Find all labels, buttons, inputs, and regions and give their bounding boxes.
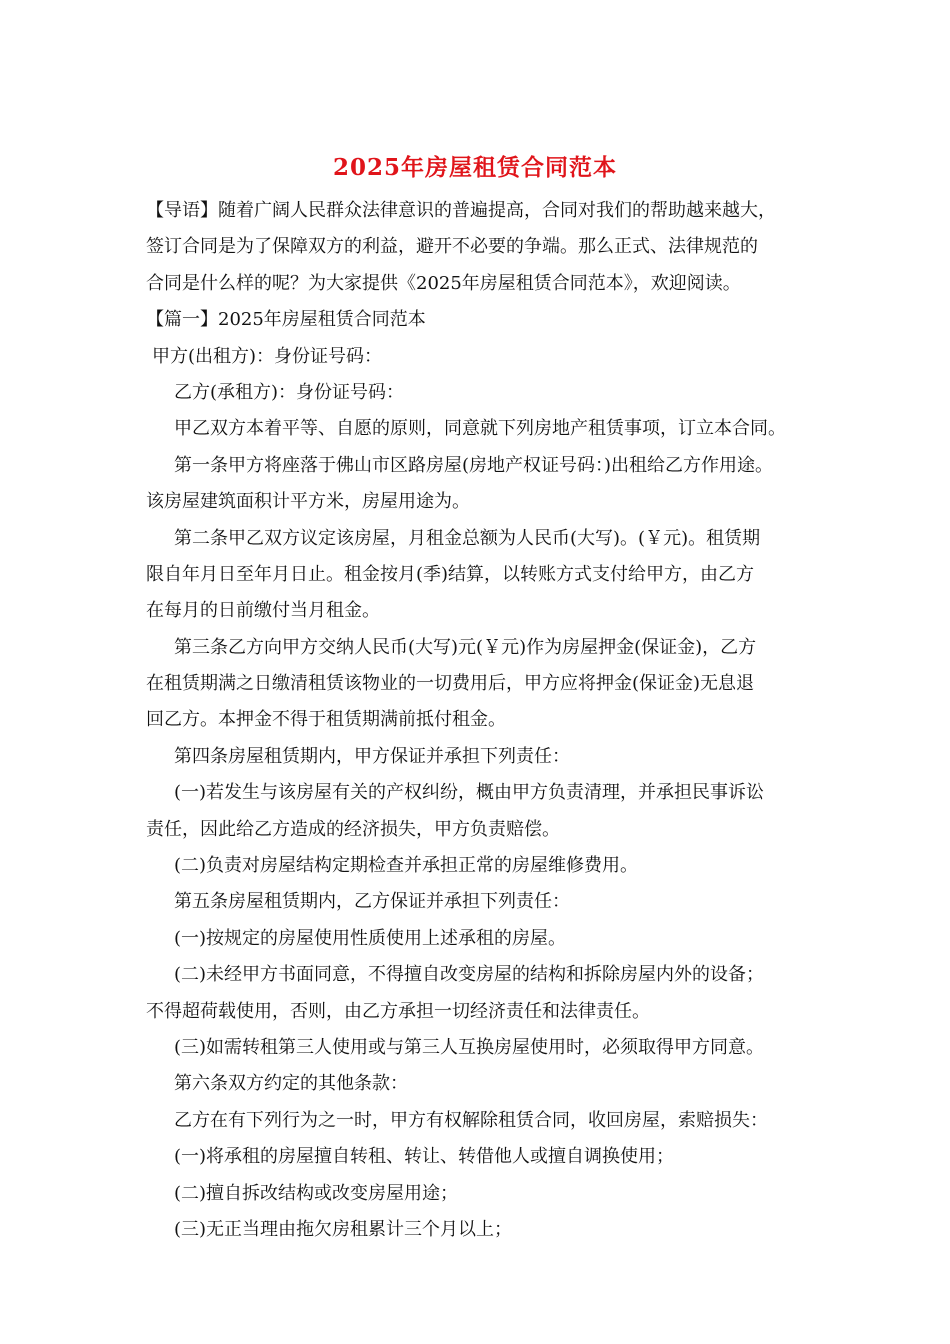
paragraph-line: 第二条甲乙双方议定该房屋，月租金总额为人民币(大写)。(￥元)。租赁期 — [174, 527, 761, 549]
paragraph-line: 乙方在有下列行为之一时，甲方有权解除租赁合同，收回房屋，索赔损失： — [174, 1109, 768, 1131]
paragraph-line: (一)按规定的房屋使用性质使用上述承租的房屋。 — [174, 927, 567, 949]
paragraph-line: (一)若发生与该房屋有关的产权纠纷，概由甲方负责清理，并承担民事诉讼 — [174, 782, 765, 804]
section-heading: 【篇一】2025年房屋租赁合同范本 — [146, 309, 426, 331]
paragraph-line: 在每月的日前缴付当月租金。 — [146, 600, 380, 622]
paragraph-line: 合同是什么样的呢？为大家提供《2025年房屋租赁合同范本》，欢迎阅读。 — [146, 272, 741, 294]
paragraph-line: 第五条房屋租赁期内，乙方保证并承担下列责任： — [174, 891, 570, 913]
paragraph-line: 签订合同是为了保障双方的利益，避开不必要的争端。那么正式、法律规范的 — [146, 236, 758, 258]
paragraph-line: 第一条甲方将座落于佛山市区路房屋(房地产权证号码：)出租给乙方作用途。 — [174, 454, 774, 476]
paragraph-line: 第三条乙方向甲方交纳人民币(大写)元(￥元)作为房屋押金(保证金)，乙方 — [174, 636, 757, 658]
paragraph-line: 在租赁期满之日缴清租赁该物业的一切费用后，甲方应将押金(保证金)无息退 — [146, 673, 755, 695]
paragraph-line: 责任，因此给乙方造成的经济损失，甲方负责赔偿。 — [146, 818, 560, 840]
paragraph-line: 【导语】随着广阔人民群众法律意识的普遍提高，合同对我们的帮助越来越大， — [146, 200, 776, 221]
paragraph-line: 甲方(出租方)：身份证号码： — [152, 345, 383, 367]
paragraph-line: 该房屋建筑面积计平方米，房屋用途为。 — [146, 491, 470, 513]
paragraph-line: 第四条房屋租赁期内，甲方保证并承担下列责任： — [174, 745, 570, 767]
document-body — [146, 193, 816, 1248]
paragraph-line: 甲乙双方本着平等、自愿的原则，同意就下列房地产租赁事项，订立本合同。 — [174, 418, 786, 440]
paragraph-line: 不得超荷载使用，否则，由乙方承担一切经济责任和法律责任。 — [146, 1000, 650, 1022]
paragraph-line: (二)未经甲方书面同意，不得擅自改变房屋的结构和拆除房屋内外的设备； — [174, 964, 765, 986]
paragraph-line: (一)将承租的房屋擅自转租、转让、转借他人或擅自调换使用； — [174, 1146, 675, 1168]
paragraph-line: 乙方(承租方)：身份证号码： — [174, 381, 405, 403]
document-title: 2025年房屋租赁合同范本 — [332, 154, 617, 181]
paragraph-line: 限自年月日至年月日止。租金按月(季)结算，以转账方式支付给甲方，由乙方 — [146, 563, 755, 585]
paragraph-line: 第六条双方约定的其他条款： — [174, 1073, 408, 1095]
paragraph-line: (三)无正当理由拖欠房租累计三个月以上； — [174, 1218, 513, 1240]
paragraph-line: (三)如需转租第三人使用或与第三人互换房屋使用时，必须取得甲方同意。 — [174, 1036, 765, 1058]
paragraph-line: 回乙方。本押金不得于租赁期满前抵付租金。 — [146, 709, 506, 731]
paragraph-line: (二)擅自拆改结构或改变房屋用途； — [174, 1182, 459, 1204]
paragraph-line: (二)负责对房屋结构定期检查并承担正常的房屋维修费用。 — [174, 855, 639, 877]
